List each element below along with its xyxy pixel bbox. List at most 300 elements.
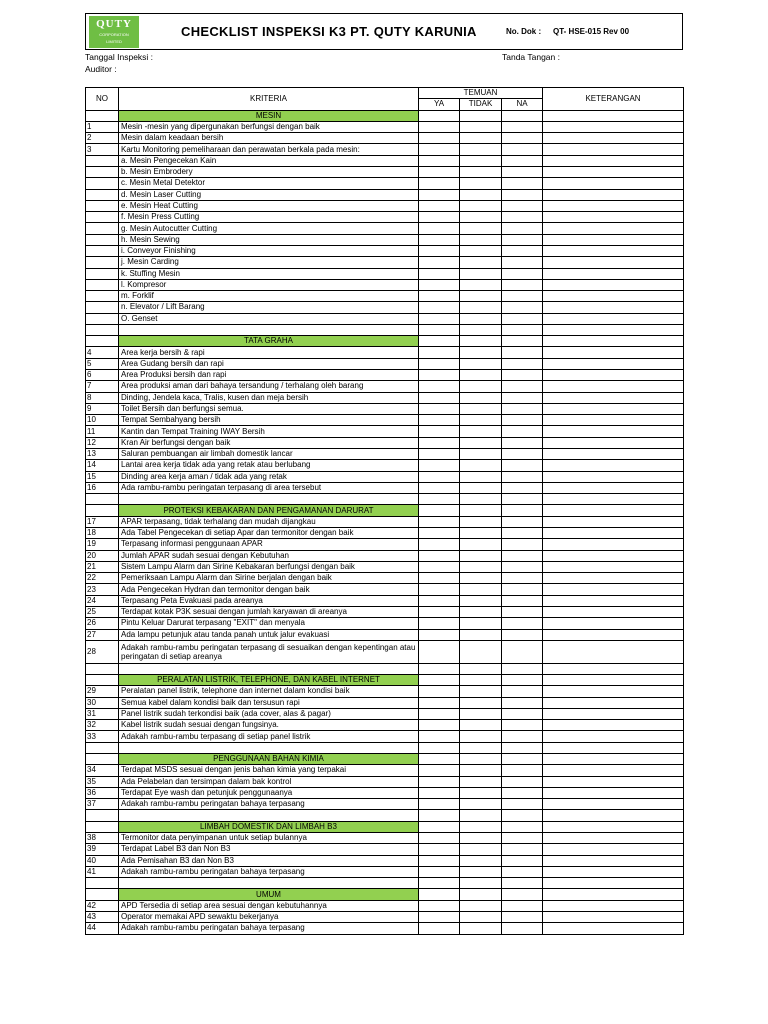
tidak-cell[interactable]	[460, 155, 502, 166]
ya-cell[interactable]	[419, 663, 460, 674]
ya-cell[interactable]	[419, 426, 460, 437]
tidak-cell[interactable]	[460, 268, 502, 279]
keterangan-cell[interactable]	[543, 279, 684, 290]
na-cell[interactable]	[502, 663, 543, 674]
keterangan-cell[interactable]	[543, 606, 684, 617]
ya-cell[interactable]	[419, 482, 460, 493]
tidak-cell[interactable]	[460, 720, 502, 731]
na-cell[interactable]	[502, 200, 543, 211]
tidak-cell[interactable]	[460, 787, 502, 798]
keterangan-cell[interactable]	[543, 155, 684, 166]
row-criteria: a. Mesin Pengecekan Kain	[119, 155, 419, 166]
row-number: 24	[86, 595, 119, 606]
tidak-cell[interactable]	[460, 810, 502, 821]
keterangan-cell[interactable]	[543, 708, 684, 719]
tidak-cell[interactable]	[460, 324, 502, 335]
tidak-cell[interactable]	[460, 178, 502, 189]
keterangan-cell[interactable]	[543, 923, 684, 934]
keterangan-cell[interactable]	[543, 810, 684, 821]
table-row	[86, 460, 684, 471]
keterangan-cell[interactable]	[543, 392, 684, 403]
keterangan-cell[interactable]	[543, 561, 684, 572]
row-number	[86, 189, 119, 200]
keterangan-cell[interactable]	[543, 573, 684, 584]
keterangan-cell[interactable]	[543, 697, 684, 708]
blank-cell	[419, 110, 460, 121]
table-row	[86, 539, 684, 550]
na-cell[interactable]	[502, 144, 543, 155]
tidak-cell[interactable]	[460, 133, 502, 144]
keterangan-cell[interactable]	[543, 324, 684, 335]
na-cell[interactable]	[502, 629, 543, 640]
header-temuan: TEMUAN	[419, 88, 543, 99]
table-row	[86, 245, 684, 256]
table-row	[86, 855, 684, 866]
keterangan-cell[interactable]	[543, 833, 684, 844]
table-row	[86, 234, 684, 245]
tidak-cell[interactable]	[460, 765, 502, 776]
tidak-cell[interactable]	[460, 358, 502, 369]
keterangan-cell[interactable]	[543, 731, 684, 742]
tidak-cell[interactable]	[460, 257, 502, 268]
ya-cell[interactable]	[419, 223, 460, 234]
ya-cell[interactable]	[419, 370, 460, 381]
na-cell[interactable]	[502, 539, 543, 550]
section-spacer	[86, 675, 119, 686]
ya-cell[interactable]	[419, 121, 460, 132]
na-cell[interactable]	[502, 606, 543, 617]
ya-cell[interactable]	[419, 494, 460, 505]
ya-cell[interactable]	[419, 900, 460, 911]
na-cell[interactable]	[502, 494, 543, 505]
ya-cell[interactable]	[419, 291, 460, 302]
tidak-cell[interactable]	[460, 911, 502, 922]
na-cell[interactable]	[502, 708, 543, 719]
row-number: 12	[86, 437, 119, 448]
row-criteria: l. Kompresor	[119, 279, 419, 290]
row-number: 21	[86, 561, 119, 572]
tidak-cell[interactable]	[460, 844, 502, 855]
row-criteria	[119, 878, 419, 889]
na-cell[interactable]	[502, 291, 543, 302]
tidak-cell[interactable]	[460, 584, 502, 595]
ya-cell[interactable]	[419, 855, 460, 866]
keterangan-cell[interactable]	[543, 415, 684, 426]
keterangan-cell[interactable]	[543, 787, 684, 798]
ya-cell[interactable]	[419, 776, 460, 787]
tidak-cell[interactable]	[460, 121, 502, 132]
keterangan-cell[interactable]	[543, 629, 684, 640]
ya-cell[interactable]	[419, 799, 460, 810]
tidak-cell[interactable]	[460, 742, 502, 753]
tidak-cell[interactable]	[460, 189, 502, 200]
ya-cell[interactable]	[419, 866, 460, 877]
ya-cell[interactable]	[419, 697, 460, 708]
tidak-cell[interactable]	[460, 370, 502, 381]
tidak-cell[interactable]	[460, 200, 502, 211]
keterangan-cell[interactable]	[543, 686, 684, 697]
ya-cell[interactable]	[419, 279, 460, 290]
na-cell[interactable]	[502, 471, 543, 482]
ya-cell[interactable]	[419, 415, 460, 426]
na-cell[interactable]	[502, 561, 543, 572]
keterangan-cell[interactable]	[543, 866, 684, 877]
tidak-cell[interactable]	[460, 595, 502, 606]
tidak-cell[interactable]	[460, 776, 502, 787]
keterangan-cell[interactable]	[543, 550, 684, 561]
na-cell[interactable]	[502, 799, 543, 810]
keterangan-cell[interactable]	[543, 449, 684, 460]
na-cell[interactable]	[502, 426, 543, 437]
keterangan-cell[interactable]	[543, 347, 684, 358]
tidak-cell[interactable]	[460, 471, 502, 482]
ya-cell[interactable]	[419, 573, 460, 584]
tidak-cell[interactable]	[460, 279, 502, 290]
ya-cell[interactable]	[419, 166, 460, 177]
tidak-cell[interactable]	[460, 347, 502, 358]
keterangan-cell[interactable]	[543, 223, 684, 234]
ya-cell[interactable]	[419, 212, 460, 223]
na-cell[interactable]	[502, 166, 543, 177]
tidak-cell[interactable]	[460, 403, 502, 414]
tidak-cell[interactable]	[460, 144, 502, 155]
ya-cell[interactable]	[419, 302, 460, 313]
na-cell[interactable]	[502, 415, 543, 426]
ya-cell[interactable]	[419, 833, 460, 844]
na-cell[interactable]	[502, 686, 543, 697]
na-cell[interactable]	[502, 178, 543, 189]
na-cell[interactable]	[502, 155, 543, 166]
header-no: NO	[86, 88, 119, 111]
tidak-cell[interactable]	[460, 708, 502, 719]
ya-cell[interactable]	[419, 539, 460, 550]
tidak-cell[interactable]	[460, 212, 502, 223]
keterangan-cell[interactable]	[543, 539, 684, 550]
tidak-cell[interactable]	[460, 527, 502, 538]
keterangan-cell[interactable]	[543, 720, 684, 731]
tidak-cell[interactable]	[460, 855, 502, 866]
keterangan-cell[interactable]	[543, 640, 684, 663]
keterangan-cell[interactable]	[543, 855, 684, 866]
ya-cell[interactable]	[419, 810, 460, 821]
ya-cell[interactable]	[419, 516, 460, 527]
tidak-cell[interactable]	[460, 618, 502, 629]
tidak-cell[interactable]	[460, 426, 502, 437]
keterangan-cell[interactable]	[543, 663, 684, 674]
na-cell[interactable]	[502, 550, 543, 561]
tidak-cell[interactable]	[460, 686, 502, 697]
keterangan-cell[interactable]	[543, 178, 684, 189]
keterangan-cell[interactable]	[543, 370, 684, 381]
na-cell[interactable]	[502, 900, 543, 911]
tidak-cell[interactable]	[460, 234, 502, 245]
na-cell[interactable]	[502, 437, 543, 448]
na-cell[interactable]	[502, 855, 543, 866]
row-criteria: Semua kabel dalam kondisi baik dan tersusun rapi	[119, 697, 419, 708]
tidak-cell[interactable]	[460, 166, 502, 177]
na-cell[interactable]	[502, 302, 543, 313]
ya-cell[interactable]	[419, 640, 460, 663]
na-cell[interactable]	[502, 640, 543, 663]
row-number: 31	[86, 708, 119, 719]
keterangan-cell[interactable]	[543, 426, 684, 437]
tidak-cell[interactable]	[460, 923, 502, 934]
keterangan-cell[interactable]	[543, 516, 684, 527]
ya-cell[interactable]	[419, 878, 460, 889]
keterangan-cell[interactable]	[543, 584, 684, 595]
na-cell[interactable]	[502, 844, 543, 855]
na-cell[interactable]	[502, 460, 543, 471]
tidak-cell[interactable]	[460, 313, 502, 324]
tidak-cell[interactable]	[460, 437, 502, 448]
na-cell[interactable]	[502, 573, 543, 584]
table-row	[86, 561, 684, 572]
tidak-cell[interactable]	[460, 866, 502, 877]
tidak-cell[interactable]	[460, 731, 502, 742]
na-cell[interactable]	[502, 742, 543, 753]
header-ya: YA	[419, 99, 460, 110]
keterangan-cell[interactable]	[543, 257, 684, 268]
row-criteria: Mesin dalam keadaan bersih	[119, 133, 419, 144]
keterangan-cell[interactable]	[543, 403, 684, 414]
ya-cell[interactable]	[419, 606, 460, 617]
ya-cell[interactable]	[419, 618, 460, 629]
na-cell[interactable]	[502, 697, 543, 708]
tidak-cell[interactable]	[460, 606, 502, 617]
tidak-cell[interactable]	[460, 900, 502, 911]
keterangan-cell[interactable]	[543, 189, 684, 200]
row-criteria: Area Produksi bersih dan rapi	[119, 370, 419, 381]
ya-cell[interactable]	[419, 257, 460, 268]
ya-cell[interactable]	[419, 268, 460, 279]
ya-cell[interactable]	[419, 449, 460, 460]
ya-cell[interactable]	[419, 595, 460, 606]
ya-cell[interactable]	[419, 765, 460, 776]
keterangan-cell[interactable]	[543, 471, 684, 482]
table-row	[86, 268, 684, 279]
na-cell[interactable]	[502, 279, 543, 290]
keterangan-cell[interactable]	[543, 133, 684, 144]
na-cell[interactable]	[502, 911, 543, 922]
na-cell[interactable]	[502, 403, 543, 414]
na-cell[interactable]	[502, 234, 543, 245]
keterangan-cell[interactable]	[543, 245, 684, 256]
na-cell[interactable]	[502, 482, 543, 493]
table-row	[86, 765, 684, 776]
keterangan-cell[interactable]	[543, 200, 684, 211]
na-cell[interactable]	[502, 245, 543, 256]
ya-cell[interactable]	[419, 471, 460, 482]
keterangan-cell[interactable]	[543, 268, 684, 279]
table-row	[86, 618, 684, 629]
tidak-cell[interactable]	[460, 302, 502, 313]
row-number: 44	[86, 923, 119, 934]
tidak-cell[interactable]	[460, 223, 502, 234]
row-number: 11	[86, 426, 119, 437]
ya-cell[interactable]	[419, 403, 460, 414]
blank-cell	[502, 754, 543, 765]
ya-cell[interactable]	[419, 234, 460, 245]
keterangan-cell[interactable]	[543, 595, 684, 606]
na-cell[interactable]	[502, 810, 543, 821]
tidak-cell[interactable]	[460, 516, 502, 527]
na-cell[interactable]	[502, 720, 543, 731]
row-number	[86, 268, 119, 279]
na-cell[interactable]	[502, 527, 543, 538]
keterangan-cell[interactable]	[543, 313, 684, 324]
na-cell[interactable]	[502, 731, 543, 742]
ya-cell[interactable]	[419, 189, 460, 200]
tidak-cell[interactable]	[460, 245, 502, 256]
ya-cell[interactable]	[419, 381, 460, 392]
keterangan-cell[interactable]	[543, 878, 684, 889]
keterangan-cell[interactable]	[543, 776, 684, 787]
keterangan-cell[interactable]	[543, 144, 684, 155]
tidak-cell[interactable]	[460, 550, 502, 561]
ya-cell[interactable]	[419, 844, 460, 855]
ya-cell[interactable]	[419, 686, 460, 697]
na-cell[interactable]	[502, 776, 543, 787]
ya-cell[interactable]	[419, 437, 460, 448]
table-row	[86, 178, 684, 189]
na-cell[interactable]	[502, 313, 543, 324]
keterangan-cell[interactable]	[543, 618, 684, 629]
ya-cell[interactable]	[419, 561, 460, 572]
keterangan-cell[interactable]	[543, 900, 684, 911]
keterangan-cell[interactable]	[543, 911, 684, 922]
na-cell[interactable]	[502, 595, 543, 606]
keterangan-cell[interactable]	[543, 494, 684, 505]
na-cell[interactable]	[502, 268, 543, 279]
keterangan-cell[interactable]	[543, 527, 684, 538]
na-cell[interactable]	[502, 133, 543, 144]
tidak-cell[interactable]	[460, 494, 502, 505]
ya-cell[interactable]	[419, 550, 460, 561]
keterangan-cell[interactable]	[543, 358, 684, 369]
na-cell[interactable]	[502, 923, 543, 934]
ya-cell[interactable]	[419, 731, 460, 742]
ya-cell[interactable]	[419, 358, 460, 369]
keterangan-cell[interactable]	[543, 291, 684, 302]
section-title: UMUM	[119, 889, 419, 900]
company-logo	[89, 16, 139, 48]
tidak-cell[interactable]	[460, 833, 502, 844]
section-title: PROTEKSI KEBAKARAN DAN PENGAMANAN DARURAT	[119, 505, 419, 516]
tidak-cell[interactable]	[460, 640, 502, 663]
na-cell[interactable]	[502, 370, 543, 381]
ya-cell[interactable]	[419, 787, 460, 798]
ya-cell[interactable]	[419, 911, 460, 922]
tidak-cell[interactable]	[460, 482, 502, 493]
table-row	[86, 640, 684, 663]
blank-cell	[543, 821, 684, 832]
keterangan-cell[interactable]	[543, 381, 684, 392]
ya-cell[interactable]	[419, 133, 460, 144]
keterangan-cell[interactable]	[543, 460, 684, 471]
ya-cell[interactable]	[419, 629, 460, 640]
na-cell[interactable]	[502, 324, 543, 335]
na-cell[interactable]	[502, 347, 543, 358]
keterangan-cell[interactable]	[543, 166, 684, 177]
ya-cell[interactable]	[419, 245, 460, 256]
tidak-cell[interactable]	[460, 539, 502, 550]
na-cell[interactable]	[502, 392, 543, 403]
na-cell[interactable]	[502, 584, 543, 595]
tidak-cell[interactable]	[460, 573, 502, 584]
tidak-cell[interactable]	[460, 415, 502, 426]
keterangan-cell[interactable]	[543, 121, 684, 132]
na-cell[interactable]	[502, 765, 543, 776]
na-cell[interactable]	[502, 121, 543, 132]
ya-cell[interactable]	[419, 708, 460, 719]
header-tidak: TIDAK	[460, 99, 502, 110]
tidak-cell[interactable]	[460, 381, 502, 392]
table-row	[86, 121, 684, 132]
ya-cell[interactable]	[419, 460, 460, 471]
na-cell[interactable]	[502, 866, 543, 877]
tidak-cell[interactable]	[460, 392, 502, 403]
tidak-cell[interactable]	[460, 878, 502, 889]
blank-cell	[502, 110, 543, 121]
ya-cell[interactable]	[419, 720, 460, 731]
ya-cell[interactable]	[419, 584, 460, 595]
tidak-cell[interactable]	[460, 449, 502, 460]
ya-cell[interactable]	[419, 200, 460, 211]
na-cell[interactable]	[502, 358, 543, 369]
keterangan-cell[interactable]	[543, 437, 684, 448]
tidak-cell[interactable]	[460, 460, 502, 471]
na-cell[interactable]	[502, 212, 543, 223]
ya-cell[interactable]	[419, 527, 460, 538]
na-cell[interactable]	[502, 516, 543, 527]
na-cell[interactable]	[502, 833, 543, 844]
section-title: TATA GRAHA	[119, 336, 419, 347]
ya-cell[interactable]	[419, 392, 460, 403]
ya-cell[interactable]	[419, 178, 460, 189]
na-cell[interactable]	[502, 787, 543, 798]
tidak-cell[interactable]	[460, 697, 502, 708]
na-cell[interactable]	[502, 257, 543, 268]
na-cell[interactable]	[502, 878, 543, 889]
ya-cell[interactable]	[419, 347, 460, 358]
na-cell[interactable]	[502, 618, 543, 629]
na-cell[interactable]	[502, 449, 543, 460]
keterangan-cell[interactable]	[543, 844, 684, 855]
ya-cell[interactable]	[419, 324, 460, 335]
na-cell[interactable]	[502, 189, 543, 200]
ya-cell[interactable]	[419, 313, 460, 324]
na-cell[interactable]	[502, 381, 543, 392]
tidak-cell[interactable]	[460, 291, 502, 302]
tidak-cell[interactable]	[460, 561, 502, 572]
ya-cell[interactable]	[419, 144, 460, 155]
keterangan-cell[interactable]	[543, 799, 684, 810]
na-cell[interactable]	[502, 223, 543, 234]
ya-cell[interactable]	[419, 155, 460, 166]
keterangan-cell[interactable]	[543, 212, 684, 223]
tidak-cell[interactable]	[460, 663, 502, 674]
row-number: 23	[86, 584, 119, 595]
keterangan-cell[interactable]	[543, 234, 684, 245]
tidak-cell[interactable]	[460, 799, 502, 810]
keterangan-cell[interactable]	[543, 742, 684, 753]
tidak-cell[interactable]	[460, 629, 502, 640]
keterangan-cell[interactable]	[543, 765, 684, 776]
ya-cell[interactable]	[419, 742, 460, 753]
ya-cell[interactable]	[419, 923, 460, 934]
keterangan-cell[interactable]	[543, 482, 684, 493]
keterangan-cell[interactable]	[543, 302, 684, 313]
